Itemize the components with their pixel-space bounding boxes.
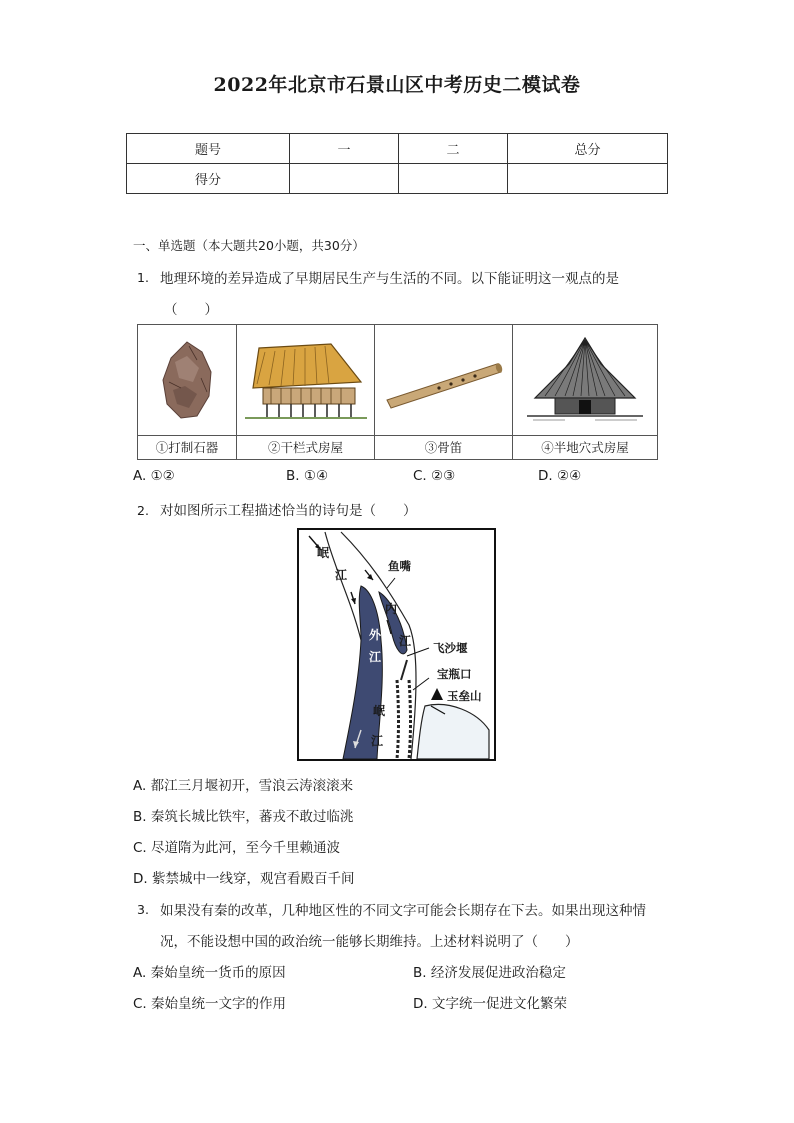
map-label: 岷: [317, 546, 330, 560]
map-label: 宝瓶口: [437, 667, 472, 681]
map-label: 内: [385, 602, 398, 616]
score-header-cell: 二: [399, 134, 508, 164]
caption: ③骨笛: [375, 435, 512, 459]
option-a[interactable]: A. 都江三月堰初开，雪浪云涛滚滚来: [133, 778, 354, 794]
score-header-cell: 题号: [127, 134, 290, 164]
score-header-cell: 一: [290, 134, 399, 164]
dujiangyan-map: [297, 528, 496, 761]
image-cell: [138, 325, 237, 460]
option-b[interactable]: B. 经济发展促进政治稳定: [413, 965, 566, 981]
option-b[interactable]: B. ①④: [286, 468, 329, 484]
map-label: 玉垒山: [447, 689, 482, 703]
score-cell: 得分: [127, 164, 290, 194]
image-cell: [237, 325, 375, 460]
option-c[interactable]: C. 尽道隋为此河，至今千里赖通波: [133, 840, 341, 856]
option-c[interactable]: C. 秦始皇统一文字的作用: [133, 996, 287, 1012]
map-label: 鱼嘴: [388, 559, 411, 573]
option-d[interactable]: D. ②④: [538, 468, 582, 484]
score-table-header-row: [127, 134, 668, 164]
score-table: [126, 133, 668, 194]
semi-subterranean-house-image: [513, 325, 657, 435]
image-table: [137, 324, 658, 460]
score-cell: [290, 164, 399, 194]
question-text-continued: 况，不能设想中国的政治统一能够长期维持。上述材料说明了（ ）: [160, 934, 579, 950]
question-number: 2.: [137, 503, 149, 518]
caption: ②干栏式房屋: [237, 435, 374, 459]
image-cell: [375, 325, 513, 460]
question-text: 如果没有秦的改革，几种地区性的不同文字可能会长期存在下去。如果出现这种情: [160, 903, 646, 919]
image-cell: [513, 325, 658, 460]
option-a[interactable]: A. 秦始皇统一货币的原因: [133, 965, 286, 981]
stilt-house-image: [237, 325, 374, 435]
bone-flute-image: [375, 325, 512, 435]
option-a[interactable]: A. ①②: [133, 468, 175, 484]
question-text: 地理环境的差异造成了早期居民生产与生活的不同。以下能证明这一观点的是: [160, 271, 619, 287]
score-cell: [508, 164, 668, 194]
map-label: 外: [369, 628, 382, 642]
score-cell: [399, 164, 508, 194]
score-header-cell: 总分: [508, 134, 668, 164]
question-number: 3.: [137, 902, 149, 917]
map-label: 江: [369, 650, 382, 664]
map-label: 江: [399, 634, 412, 648]
score-table-row: [127, 164, 668, 194]
map-label: 江: [371, 734, 384, 748]
question-text: 对如图所示工程描述恰当的诗句是（ ）: [160, 503, 417, 519]
section-heading: 一、单选题（本大题共20小题，共30分）: [133, 238, 365, 253]
map-label: 飞沙堰: [433, 641, 468, 655]
option-d[interactable]: D. 文字统一促进文化繁荣: [413, 996, 567, 1012]
map-label: 岷: [373, 704, 386, 718]
caption: ④半地穴式房屋: [513, 435, 657, 459]
caption: ①打制石器: [138, 435, 236, 459]
stone-tool-image: [138, 325, 236, 435]
answer-bracket: （ ）: [164, 302, 218, 318]
option-d[interactable]: D. 紫禁城中一线穿，观宫看殿百千间: [133, 871, 355, 887]
map-label: 江: [335, 568, 348, 582]
page-title: 2022年北京市石景山区中考历史二模试卷: [213, 74, 581, 96]
option-c[interactable]: C. ②③: [413, 468, 456, 484]
question-number: 1.: [137, 270, 149, 285]
option-b[interactable]: B. 秦筑长城比铁牢，蕃戎不敢过临洮: [133, 809, 354, 825]
